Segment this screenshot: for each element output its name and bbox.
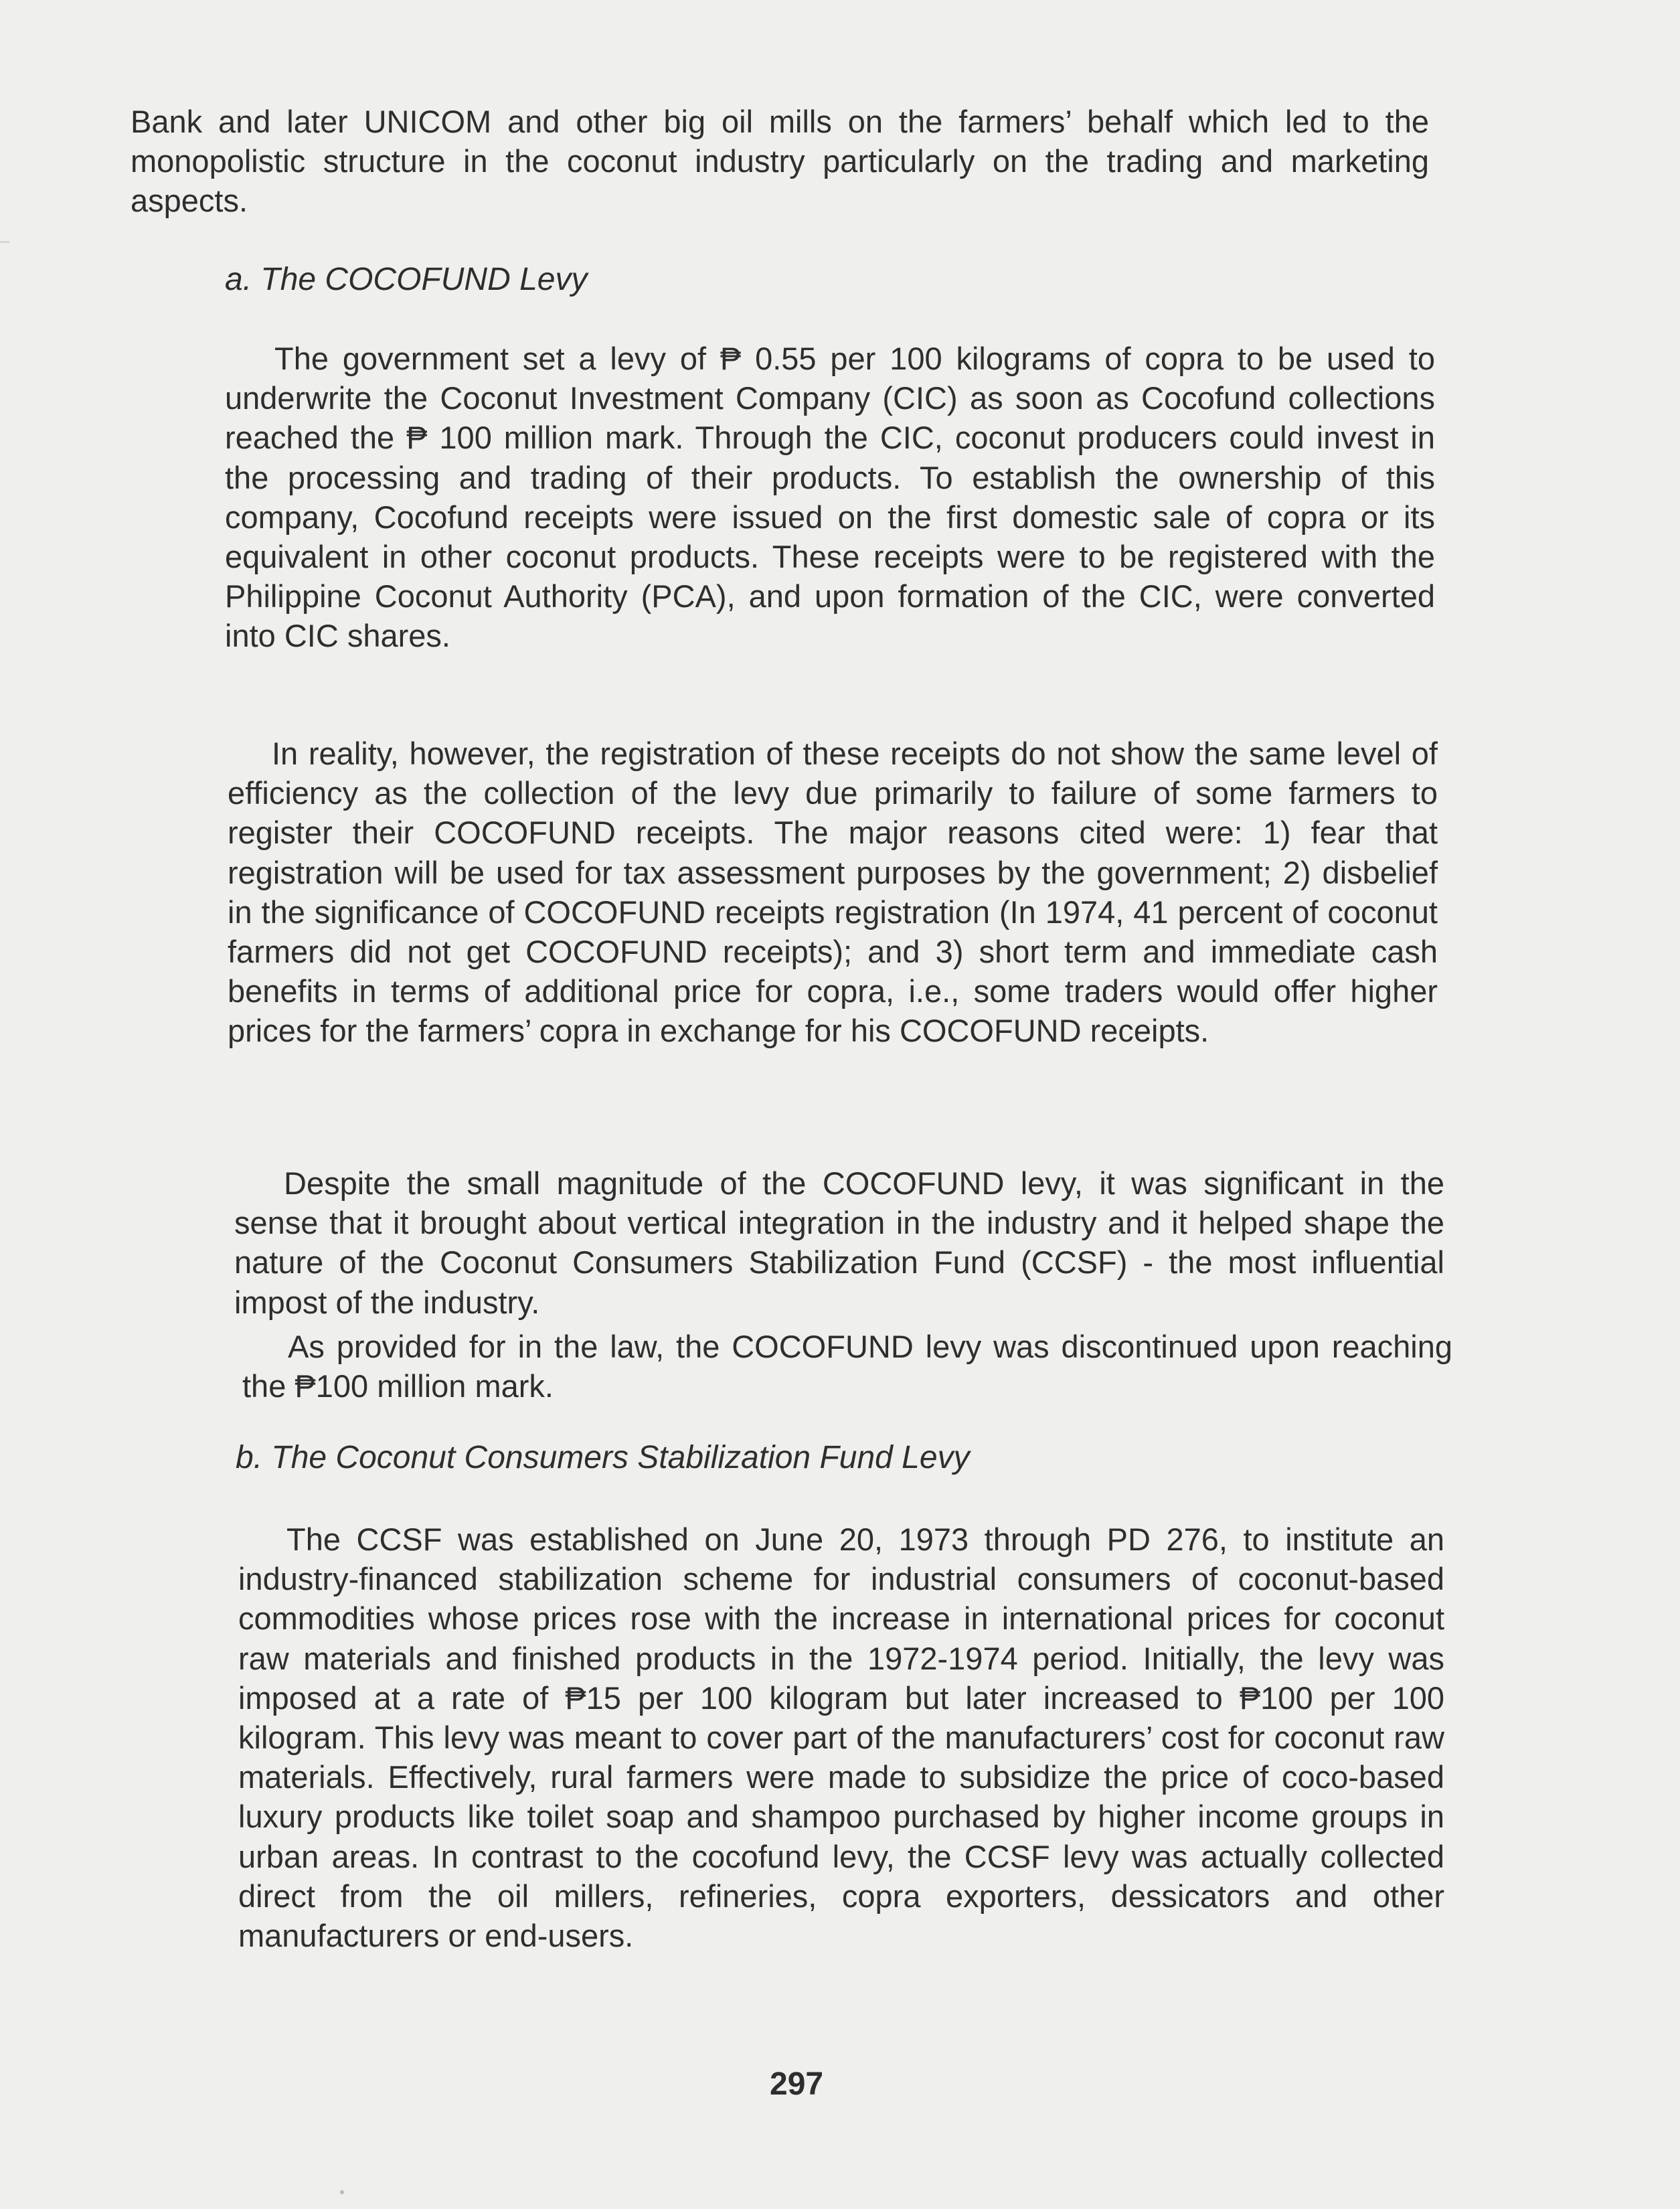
section-a-heading: a. The COCOFUND Levy: [225, 262, 588, 297]
scan-edge-mark: [0, 241, 9, 243]
section-a-paragraph-1: The government set a levy of ₱ 0.55 per 100 kilograms of copra to be used to underwrite the Coconut Investment Company (CIC) as soon as Cocofund collections reached the ₱ 100 million mark. Through the CIC, coconut producers could invest in the processing and trading of their products. To establish the ownership of this company, Cocofund receipts were issued on the first domestic sale of copra or its equivalent in other coconut products. These receipts were to be registered with the Philippine Coconut Authority (PCA), and upon formation of the CIC, were converted into CIC shares.: [225, 341, 1435, 654]
intro-paragraph: Bank and later UNICOM and other big oil mills on the farmers’ behalf which led to the monopolistic structure in the coconut industry particularly on the trading and marketing aspects.: [131, 104, 1429, 219]
page-number: 297: [770, 2066, 824, 2102]
section-b-heading: b. The Coconut Consumers Stabilization Fund Levy: [236, 1440, 970, 1475]
section-a-paragraph-3: Despite the small magnitude of the COCOFUND levy, it was significant in the sense that it brought about vertical integration in the industry and it helped shape the nature of the Coconut Consumers Stabilization Fund (CCSF) - the most influential impost of the industry.: [234, 1165, 1444, 1320]
scan-speck: [340, 2190, 344, 2194]
section-a-paragraph-2: In reality, however, the registration of these receipts do not show the same level of efficiency as the collection of the levy due primarily to failure of some farmers to register their COCOFUND receipts. The major reasons cited were: 1) fear that registration will be used for tax assessment purposes by the government; 2) disbelief in the significance of COCOFUND receipts registration (In 1974, 41 percent of coconut farmers did not get COCOFUND receipts); and 3) short term and immediate cash benefits in terms of additional price for copra, i.e., some traders would offer higher prices for the farmers’ copra in exchange for his COCOFUND receipts.: [228, 736, 1438, 1049]
section-a-paragraph-4: As provided for in the law, the COCOFUND levy was discontinued upon reaching the ₱100 million mark.: [242, 1329, 1452, 1404]
section-b-paragraph-1: The CCSF was established on June 20, 1973 through PD 276, to institute an industry-financed stabilization scheme for industrial consumers of coconut-based commodities whose prices rose with the increase in international prices for coconut raw materials and finished products in the 1972-1974 period. Initially, the levy was imposed at a rate of ₱15 per 100 kilogram but later increased to ₱100 per 100 kilogram. This levy was meant to cover part of the manufacturers’ cost for coconut raw materials. Effectively, rural farmers were made to subsidize the price of coco-based luxury products like toilet soap and shampoo purchased by higher income groups in urban areas. In contrast to the cocofund levy, the CCSF levy was actually collected direct from the oil millers, refineries, copra exporters, dessicators and other manufacturers or end-users.: [238, 1522, 1444, 1954]
